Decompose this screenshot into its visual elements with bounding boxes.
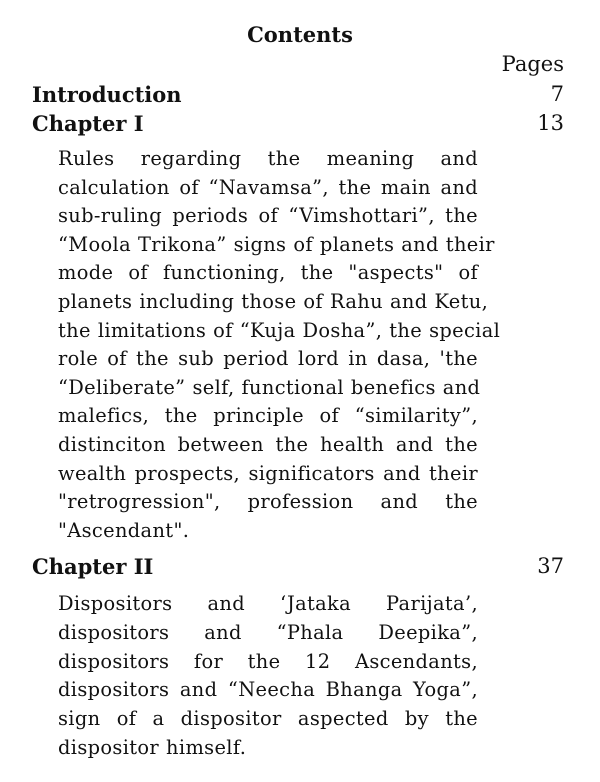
description-line: dispositors and “Neecha Bhanga Yoga”, [58,678,478,702]
page-title: Contents [247,22,353,47]
toc-entry-chapter-2 [32,554,564,579]
toc-entry-page: 7 [550,82,564,106]
description-line: planets including those of Rahu and Ketu, [58,289,489,313]
toc-entry-title: Chapter II [32,554,154,579]
description-line: Rules regarding the meaning and [58,147,478,170]
toc-entry-title: Chapter I [32,111,144,136]
toc-entry-page: 37 [537,554,564,578]
description-line: role of the sub period lord in dasa, 'the [58,347,478,371]
toc-entry-title: Introduction [32,82,182,107]
description-line: "retrogression", profession and the [58,490,478,514]
description-line: dispositors for the 12 Ascendants, [58,649,478,673]
description-line: sub-ruling periods of “Vimshottari”, the [58,204,478,228]
description-line: “Deliberate” self, functional benefics and [58,375,481,399]
description-line: mode of functioning, the "aspects" of [58,261,478,285]
chapter-2-description [58,590,478,763]
description-line: sign of a dispositor aspected by the [58,707,478,731]
pages-column-header: Pages [501,52,564,76]
description-line: the limitations of “Kuja Dosha”, the special [58,318,501,342]
description-line: "Ascendant". [58,518,190,542]
description-line: wealth prospects, significators and their [58,461,478,485]
description-line: malefics, the principle of “similarity”, [58,404,478,428]
toc-entry-page: 13 [537,111,564,135]
chapter-1-description [58,145,501,545]
description-line: Dispositors and ‘Jataka Parijata’, [58,592,478,615]
description-line: distinciton between the health and the [58,432,478,456]
description-line: “Moola Trikona” signs of planets and their [58,232,495,256]
toc-entry-introduction [32,82,564,107]
description-line: calculation of “Navamsa”, the main and [58,175,478,199]
description-line: dispositors and “Phala Deepika”, [58,620,478,644]
description-line: dispositor himself. [58,735,247,759]
toc-entry-chapter-1 [32,111,564,136]
